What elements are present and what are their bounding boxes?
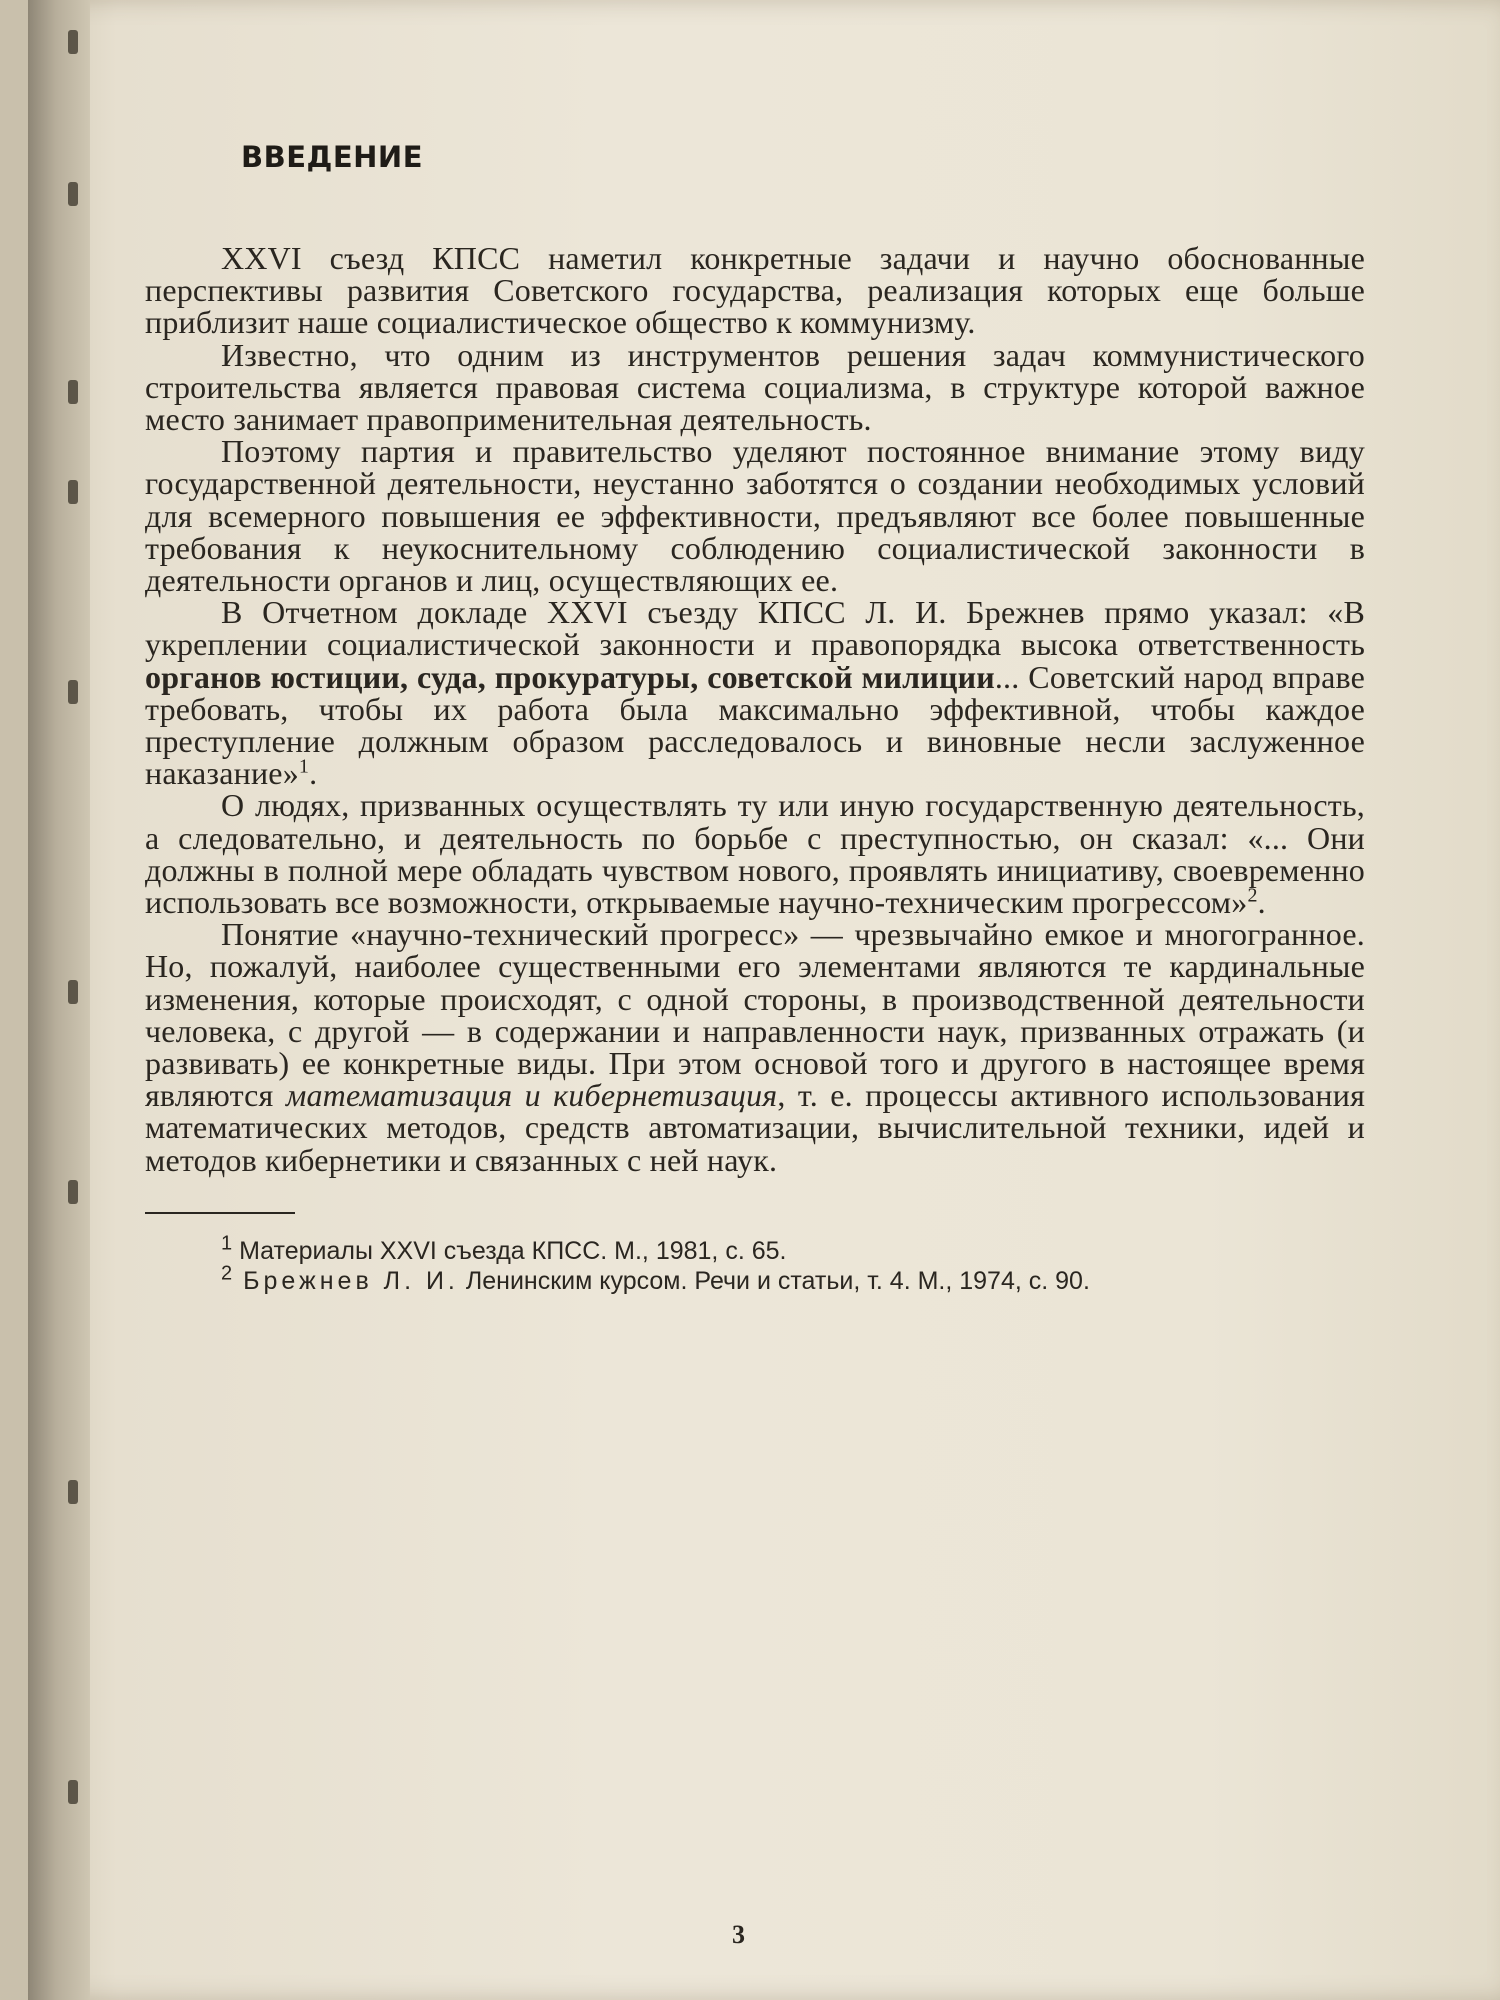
paragraph-4-text-continued: ... Советский народ вправе требовать, чтобы их работа была максимально эффективной, чтобы каждое преступление должным образом расследовалось и виновные несли заслуженное наказание» bbox=[145, 658, 1365, 792]
binding-stitch bbox=[68, 1180, 78, 1204]
page-number: 3 bbox=[732, 1920, 745, 1949]
footnote-1-text: Материалы XXVI съезда КПСС. М., 1981, с. 65. bbox=[232, 1236, 787, 1265]
binding-stitch bbox=[68, 1480, 78, 1504]
footnote-divider bbox=[145, 1212, 295, 1214]
binding-stitch bbox=[68, 1780, 78, 1804]
paragraph-3: Поэтому партия и правительство уделяют постоянное внимание этому виду государственной деятельности, неустанно заботятся о создании необходимых условий для всемерного повышения ее эффективности, предъявляют все более повышенные требования к неукоснительному соблюдению социалистической законности в деятельности органов и лиц, осуществляющих ее. bbox=[145, 433, 1365, 599]
binding-stitch bbox=[68, 680, 78, 704]
paragraph-4-bold-text: органов юстиции, суда, прокуратуры, советской милиции bbox=[145, 658, 995, 695]
page-binding bbox=[28, 0, 90, 2000]
binding-stitch bbox=[68, 182, 78, 206]
binding-stitch bbox=[68, 30, 78, 54]
binding-stitch bbox=[68, 480, 78, 504]
section-heading: ВВЕДЕНИЕ bbox=[241, 140, 424, 174]
paragraph-5-text: О людях, призванных осуществлять ту или иную государственную деятельность, а следовательно, и деятельность по борьбе с преступностью, он сказал: «... Они должны в полной мере обладать чувством нового, проявлять инициативу, своевременно использовать все возможности, открываемые научно-техническим прогрессом» bbox=[145, 787, 1365, 921]
footnote-2-number: 2 bbox=[221, 1262, 233, 1285]
binding-stitch bbox=[68, 980, 78, 1004]
footnote-1-number: 1 bbox=[221, 1232, 233, 1255]
binding-stitch bbox=[68, 380, 78, 404]
page-content bbox=[145, 140, 1365, 1296]
footnote-1 bbox=[145, 1232, 1365, 1266]
paragraph-6-italic-text: математизация и кибернетизация bbox=[285, 1077, 778, 1114]
paragraph-2: Известно, что одним из инструментов решения задач коммунистического строительства является правовая система социализма, в структуре которой важное место занимает правоприменительная деятельность. bbox=[145, 336, 1365, 438]
paragraph-6-text-continued: , т. е. процессы активного использования математических методов, средств автоматизации, вычислительной техники, идей и методов кибернетики и связанных с ней наук. bbox=[145, 1077, 1365, 1178]
paragraph-4 bbox=[145, 594, 1365, 792]
paragraph-4-text: В Отчетном докладе XXVI съезду КПСС Л. И. Брежнев прямо указал: «В укреплении социалистической законности и правопорядка высока ответственность bbox=[145, 594, 1365, 663]
footnote-ref-2: 2 bbox=[1247, 884, 1258, 907]
footnote-2-author: Брежнев Л. И. bbox=[232, 1266, 459, 1295]
paragraph-6-text: Понятие «научно-технический прогресс» — чрезвычайно емкое и многогранное. Но, пожалуй, наиболее существенными его элементами являются те кардинальные изменения, которые происходят, с одной стороны, в производственной деятельности человека, с другой — в содержании и направленности наук, призванных отражать (и развивать) ее конкретные виды. При этом основой того и другого в настоящее время являются bbox=[145, 916, 1365, 1114]
footnote-2-text: Ленинским курсом. Речи и статьи, т. 4. М., 1974, с. 90. bbox=[458, 1266, 1090, 1295]
footnote-ref-1: 1 bbox=[298, 755, 310, 778]
paragraph-4-end: . bbox=[309, 755, 318, 792]
paragraph-5 bbox=[145, 787, 1365, 921]
paragraph-5-end: . bbox=[1257, 884, 1266, 921]
paragraph-1: XXVI съезд КПСС наметил конкретные задачи и научно обоснованные перспективы развития Советского государства, реализация которых еще больше приблизит наше социалистическое общество к коммунизму. bbox=[145, 240, 1365, 341]
footnote-2 bbox=[145, 1262, 1365, 1296]
paragraph-6 bbox=[145, 918, 1365, 1176]
